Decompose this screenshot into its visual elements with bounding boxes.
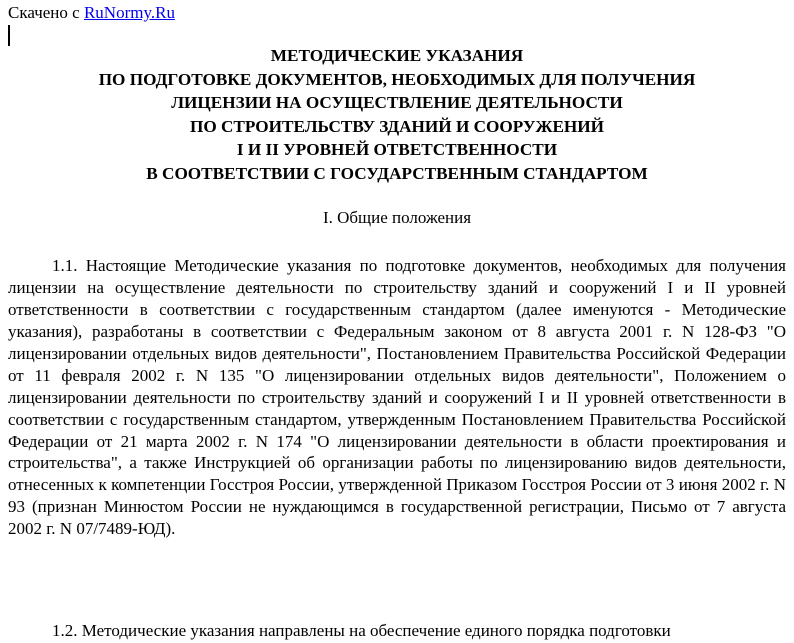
title-line: МЕТОДИЧЕСКИЕ УКАЗАНИЯ <box>270 46 524 65</box>
title-line: В СООТВЕТСТВИИ С ГОСУДАРСТВЕННЫМ СТАНДАРТОМ <box>146 163 648 183</box>
title-line: I И II УРОВНЕЙ ОТВЕТСТВЕННОСТИ <box>236 140 558 159</box>
title-line: ПО СТРОИТЕЛЬСТВУ ЗДАНИЙ И СООРУЖЕНИЙ <box>189 116 605 136</box>
paragraph-1-1: 1.1. Настоящие Методические указания по подготовке документов, необходимых для получения лицензии на осуществление деятельности по строительству зданий и сооружений I и II уровней ответственности в соответствии с государственным стандартом (далее именуются - Методические указания), разработаны в соответствии с Федеральным законом от 8 августа 2001 г. N 128-ФЗ "О лицензировании отдельных видов деятельности", Постановлением Правительства Российской Федерации от 11 февраля 2002 г. N 135 "О лицензировании отдельных видов деятельности", Положением о лицензировании деятельности по строительству зданий и сооружений I и II уровней ответственности в соответствии с государственным стандартом, утвержденным Постановлением Правительства Российской Федерации от 21 марта 2002 г. N 174 "О лицензировании деятельности в области проектирования и строительства", а также Инструкцией об организации работы по лицензированию видов деятельности, отнесенных к компетенции Госстроя России, утвержденной Приказом Госстроя России от 3 июня 2002 г. N 93 (признан Минюстом России не нуждающимся в государственной регистрации, Письмо от 7 августа 2002 г. N 07/7489-ЮД). <box>8 256 786 539</box>
source-link[interactable]: RuNormy.Ru <box>83 3 175 22</box>
section-heading: I. Общие положения <box>322 208 472 227</box>
text-cursor <box>8 25 10 46</box>
source-line <box>8 3 175 23</box>
document-title <box>8 44 786 185</box>
title-line: ПО ПОДГОТОВКЕ ДОКУМЕНТОВ, НЕОБХОДИМЫХ ДЛЯ ПОЛУЧЕНИЯ <box>98 69 696 89</box>
paragraph-1-2: 1.2. Методические указания направлены на обеспечение единого порядка подготовки <box>52 621 671 640</box>
title-line: ЛИЦЕНЗИИ НА ОСУЩЕСТВЛЕНИЕ ДЕЯТЕЛЬНОСТИ <box>171 93 623 112</box>
source-prefix: Скачено с <box>8 3 80 22</box>
